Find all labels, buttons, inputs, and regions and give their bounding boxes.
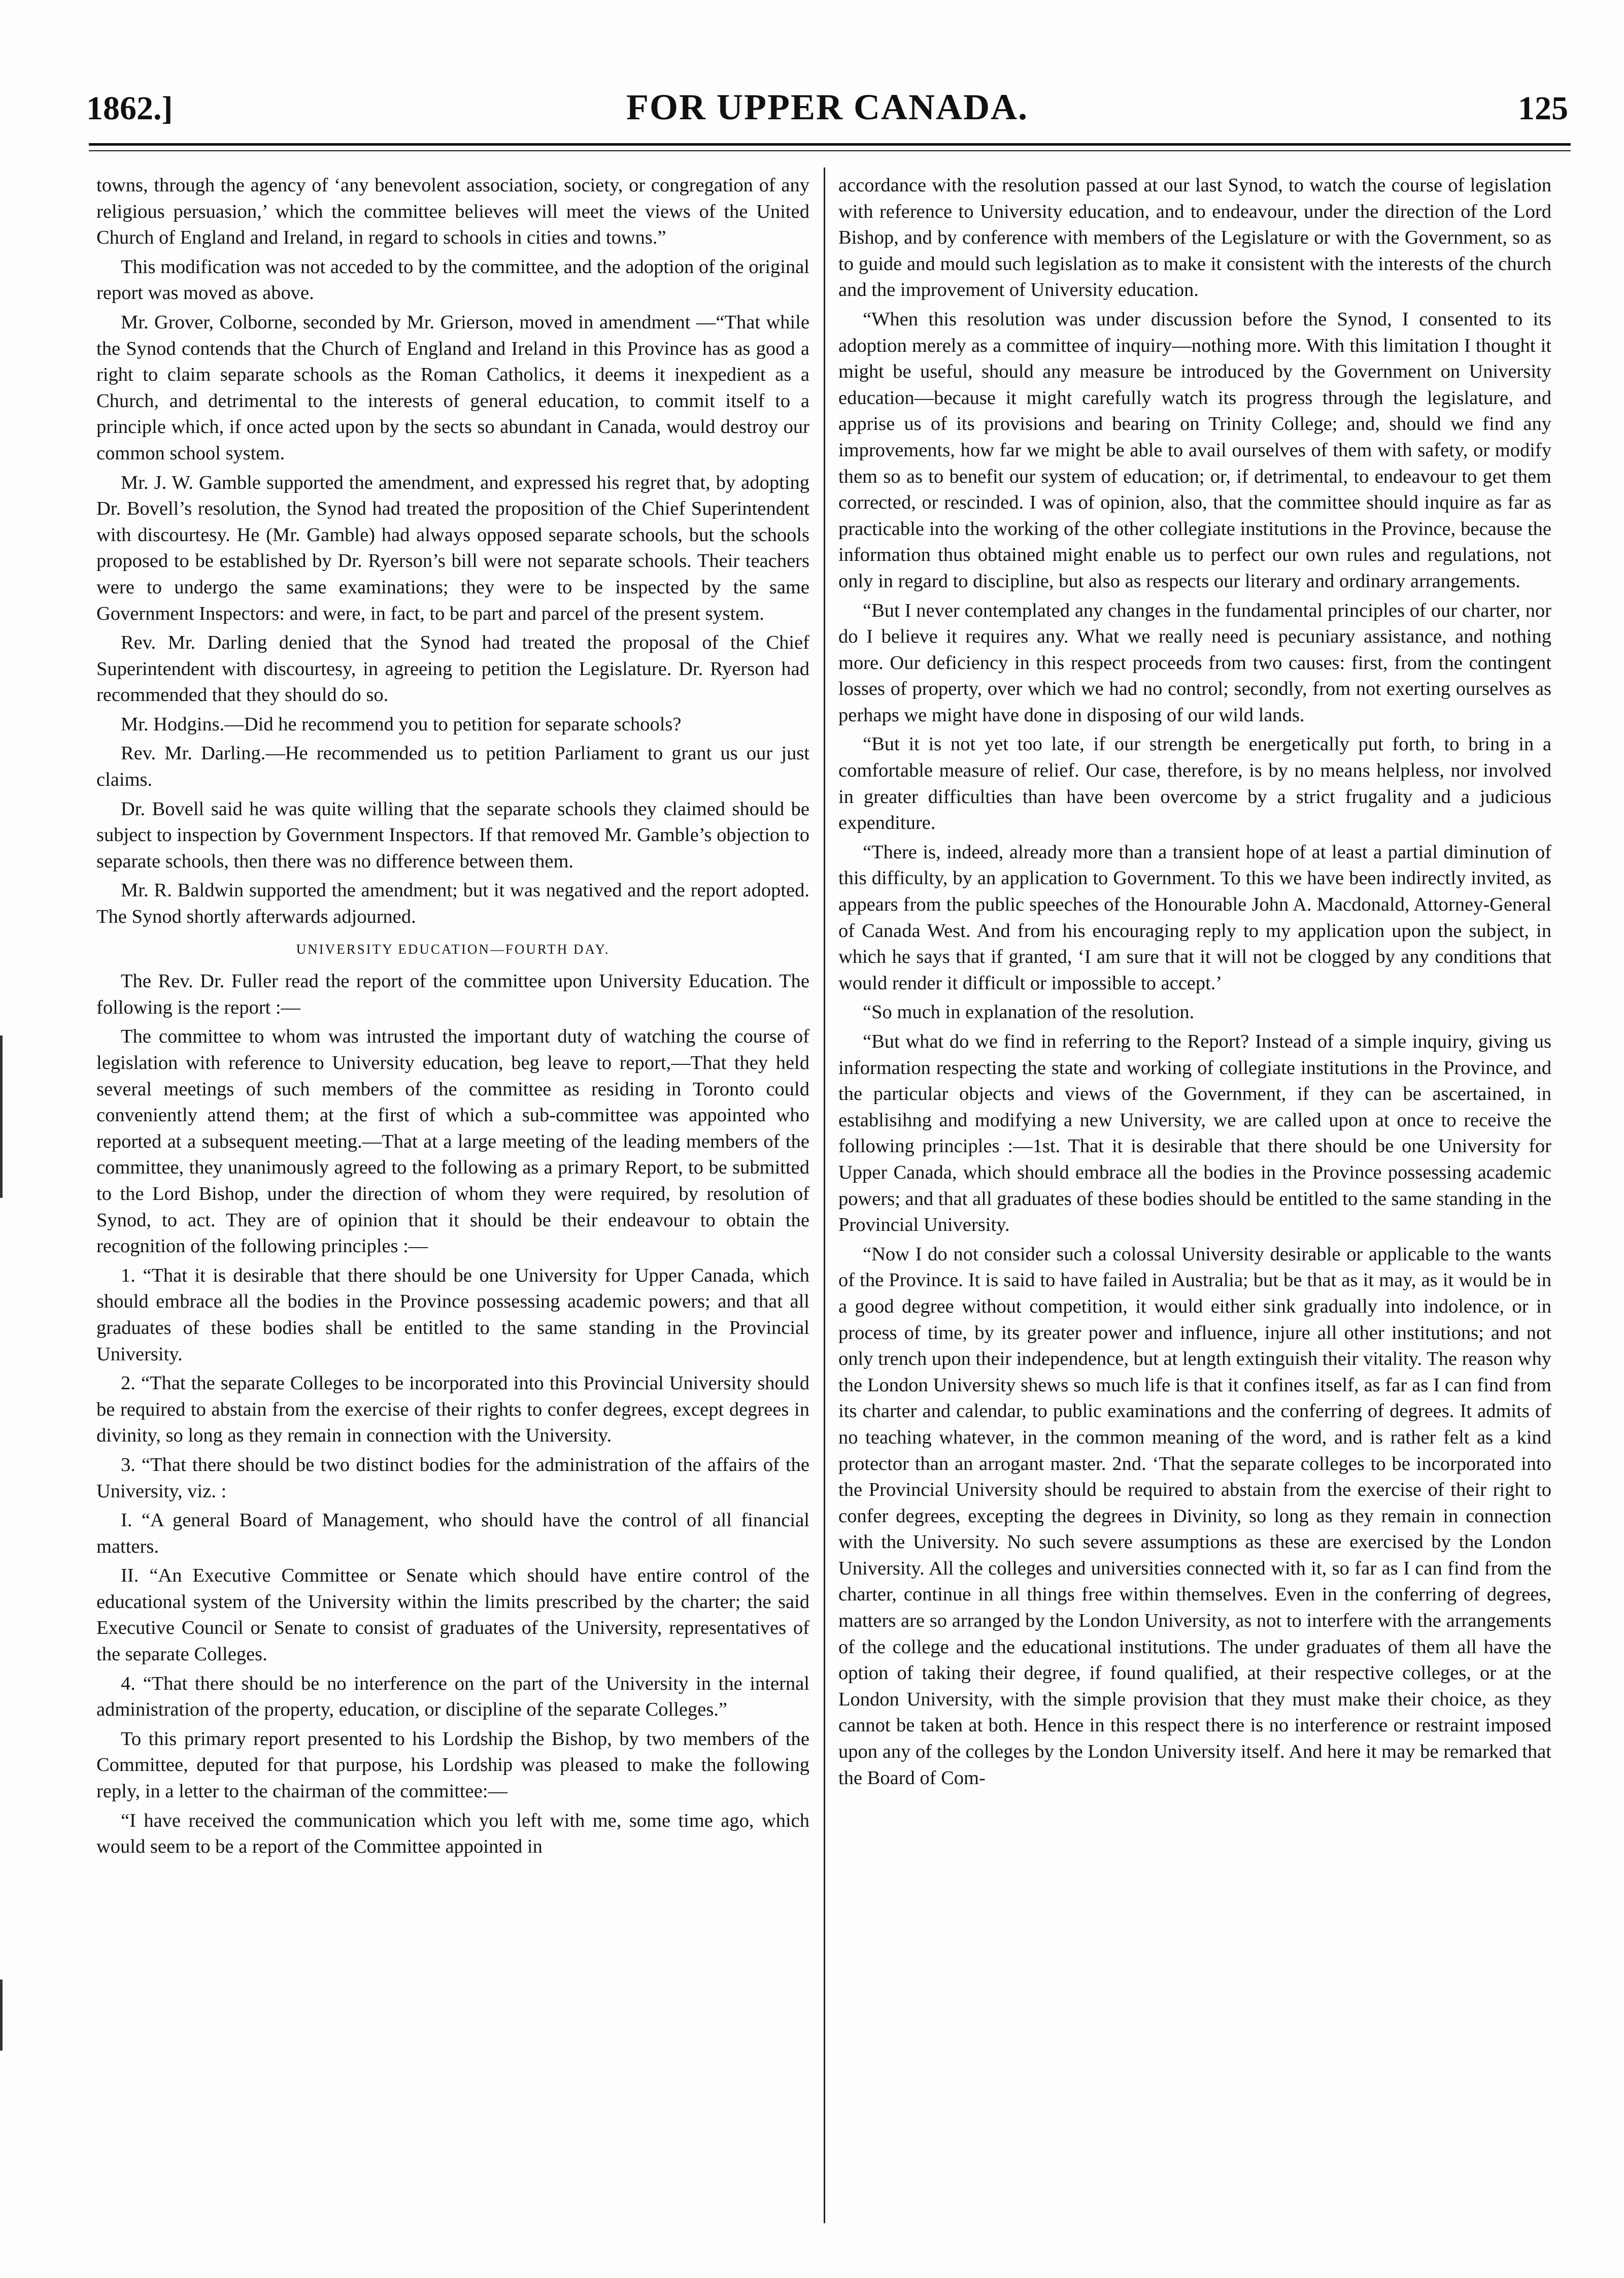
paragraph: “But it is not yet too late, if our strength be energetically put forth, to bring in a comfortable measure of relief. Our case, therefore, is by no means helpless, nor involved in greater difficulties than have been overcome by a strict frugality and a judicious expenditure. — [838, 733, 1551, 834]
paragraph: I. “A general Board of Management, who should have the control of all financial matters. — [96, 1510, 809, 1557]
left-margin-mark — [0, 1980, 3, 2051]
paragraph: “There is, indeed, already more than a transient hope of at least a partial diminution of this difficulty, by an application to Government. To this we have been indirectly invited, as appears from the public speeches of the Honourable John A. Macdonald, Attorney-General of Canada West. And from his encouraging reply to my application upon the subject, in which he says that if granted, ‘I am sure that it will not be clogged by any conditions that would render it difficult or impossible to accept.’ — [838, 841, 1551, 994]
paragraph: 2. “That the separate Colleges to be incorporated into this Provincial University should be required to abstain from the exercise of their rights to confer degrees, except degrees in divinity, so long as they remain in connection with the University. — [96, 1372, 809, 1447]
paragraph: “When this resolution was under discussion before the Synod, I consented to its adoption merely as a committee of inquiry—nothing more. With this limitation I thought it might be useful, should any measure be introduced by the Government on University education—because it might carefully watch its progress through the legislature, and apprise us of its provisions and bearing on Trinity College; and, should we find any improvements, how far we might be able to avail ourselves of them with safety, or modify them so as to benefit our system of education; or, if detrimental, to endeavour to get them corrected, or rescinded. I was of opinion, also, that the committee should inquire as far as practicable into the working of the other collegiate institutions in the Province, because the information thus obtained might enable us to perfect our own rules and regulations, not only in regard to discipline, but also as respects our literary and ordinary arrangements. — [838, 308, 1551, 592]
paragraph: The committee to whom was intrusted the important duty of watching the course of legislation with reference to University education, beg leave to report,—That they held several meetings of such members of the committee as residing in Toronto could conveniently attend them; at the first of which a sub-committee was appointed who reported at a subsequent meeting.—That at a large meeting of the leading members of the committee, they unanimously agreed to the following as a primary Report, to be submitted to the Lord Bishop, under the direction of whom they were required, by resolution of Synod, to act. They are of opinion that it should be their endeavour to obtain the recognition of the following principles :— — [96, 1026, 809, 1257]
header-rule — [89, 143, 1571, 146]
paragraph: “But I never contemplated any changes in the fundamental principles of our charter, nor do I believe it requires any. What we really need is pecuniary assistance, and nothing more. Our deficiency in this respect proceeds from two causes: first, from the contingent losses of property, over which we had no control; secondly, from not exerting ourselves as perhaps we might have done in disposing of our wild lands. — [838, 599, 1551, 726]
page-number: 125 — [1518, 90, 1568, 127]
left-margin-mark — [0, 1035, 3, 1198]
paragraph: Rev. Mr. Darling denied that the Synod had treated the proposal of the Chief Superintendent with discourtesy, in agreeing to petition the Legislature. Dr. Ryerson had recommended that they should do so. — [96, 632, 809, 706]
header-year: 1862.] — [86, 90, 173, 127]
column-divider — [824, 168, 825, 2223]
section-subheading: UNIVERSITY EDUCATION—FOURTH DAY. — [296, 941, 610, 957]
paragraph: Mr. R. Baldwin supported the amendment; but it was negatived and the report adopted. The Synod shortly afterwards adjourned. — [96, 880, 809, 928]
paragraph: 1. “That it is desirable that there should be one University for Upper Canada, which should embrace all the bodies in the Province possessing academic powers; and that all graduates of these bodies shall be entitled to the same standing in the Provincial University. — [96, 1264, 809, 1365]
paragraph: II. “An Executive Committee or Senate which should have entire control of the educational system of the University within the limits prescribed by the charter; the said Executive Council or Senate to consist of graduates of the University, representatives of the separate Colleges. — [96, 1565, 809, 1665]
paragraph: Mr. J. W. Gamble supported the amendment, and expressed his regret that, by adopting Dr. Bovell’s resolution, the Synod had treated the proposition of the Chief Superintendent with discourtesy. He (Mr. Gamble) had always opposed separate schools, but the schools proposed to be established by Dr. Ryerson’s bill were not separate schools. Their teachers were to undergo the same examinations; they were to be inspected by the same Government Inspectors: and were, in fact, to be part and parcel of the present system. — [96, 472, 809, 624]
paragraph: Rev. Mr. Darling.—He recommended us to petition Parliament to grant us our just claims. — [96, 743, 809, 791]
paragraph: “I have received the communication which you left with me, some time ago, which would seem to be a report of the Committee appointed in — [96, 1810, 809, 1858]
paragraph: accordance with the resolution passed at our last Synod, to watch the course of legislation with reference to University education, and to endeavour, under the direction of the Lord Bishop, and by conference with members of the Legislature or with the Government, so as to guide and mould such legislation as to make it consistent with the interests of the church and the improvement of University education. — [838, 175, 1551, 301]
paragraph: towns, through the agency of ‘any benevolent association, society, or congregation of any religious persuasion,’ which the committee believes will meet the views of the United Church of England and Ireland, in regard to schools in cities and towns.” — [96, 175, 809, 249]
header-rule-thin — [89, 150, 1571, 151]
paragraph: 4. “That there should be no interference on the part of the University in the internal administration of the property, education, or discipline of the separate Colleges.” — [96, 1672, 809, 1721]
paragraph: Mr. Hodgins.—Did he recommend you to petition for separate schools? — [121, 713, 682, 735]
paragraph: 3. “That there should be two distinct bodies for the administration of the affairs of the University, viz. : — [96, 1454, 809, 1502]
paragraph: “Now I do not consider such a colossal University desirable or applicable to the wants of the Province. It is said to have failed in Australia; but be that as it may, as it would be in a good degree without competition, it would either sink gradually into indolence, or in process of time, by its greater power and influence, injure all other institutions; and not only trench upon their independence, but at length extinguish their vitality. The reason why the London University shews so much life is that it confines itself, as far as I can find from its charter and calendar, to public examinations and the conferring of degrees. It admits of no teaching whatever, in the common meaning of the word, and is rather felt as a kind protector than an arrogant master. 2nd. ‘That the separate colleges to be incorporated into the Provincial University should be required to abstain from the exercise of their right to confer degrees, excepting the degrees in Divinity, so long as they remain in connection with the University. No such severe assumptions as these are exercised by the London University. All the colleges and universities connected with it, so far as I can find from the charter, continue in all things free within themselves. Even in the conferring of degrees, matters are so arranged by the London University, as not to interfere with the arrangements of the college and the educational institutions. The under graduates of them all have the option of taking their degree, if found qualified, at their respective colleges, or at the London University, with the simple provision that they must make their choice, as they cannot be taken at both. Hence in this respect there is no interference or restraint imposed upon any of the colleges by the London University itself. And here it may be remarked that the Board of Com- — [838, 1243, 1551, 1789]
paragraph: Dr. Bovell said he was quite willing that the separate schools they claimed should be subject to inspection by Government Inspectors. If that removed Mr. Gamble’s objection to separate schools, then there was no difference between them. — [96, 798, 809, 872]
paragraph: Mr. Grover, Colborne, seconded by Mr. Grierson, moved in amendment —“That while the Synod contends that the Church of England and Ireland in this Province has as good a right to claim separate schools as the Roman Catholics, it deems it inexpedient as a Church, and detrimental to the interests of general education, to commit itself to a principle which, if once acted upon by the sects so abundant in Canada, would destroy our common school system. — [96, 311, 809, 464]
paragraph: The Rev. Dr. Fuller read the report of the committee upon University Education. The following is the report :— — [96, 970, 809, 1018]
paragraph: This modification was not acceded to by the committee, and the adoption of the original report was moved as above. — [96, 256, 809, 304]
page-header — [81, 75, 1573, 136]
paragraph: To this primary report presented to his Lordship the Bishop, by two members of the Committee, deputed for that purpose, his Lordship was pleased to make the following reply, in a letter to the chairman of the committee:— — [96, 1728, 809, 1802]
paragraph: “So much in explanation of the resolution. — [863, 1001, 1195, 1023]
paragraph: “But what do we find in referring to the Report? Instead of a simple inquiry, giving us information respecting the state and working of collegiate institutions in the Province, and the particular objects and views of the Government, if they can be ascertained, in establisihng and modifying a new University, we are called upon at once to receive the following principles :—1st. That it is desirable that there should be one University for Upper Canada, which should embrace all the bodies in the Province possessing academic powers; and that all graduates of these bodies should be entitled to the same standing in the Provincial University. — [838, 1031, 1551, 1236]
left-column — [96, 173, 809, 1863]
right-column — [838, 173, 1551, 1794]
header-title: FOR UPPER CANADA. — [626, 87, 1028, 127]
